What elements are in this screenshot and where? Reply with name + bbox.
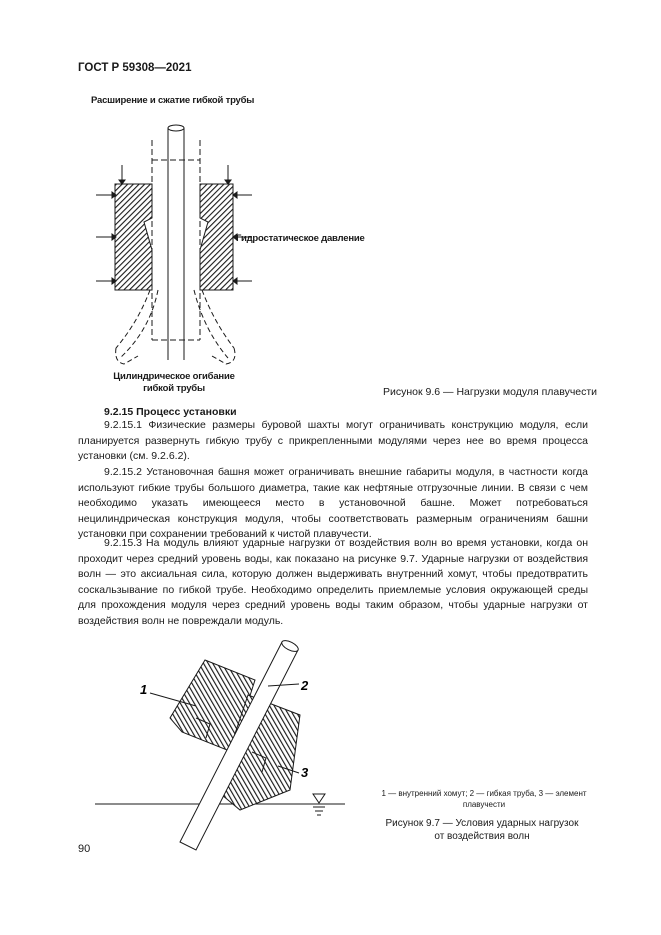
figure-9-7-caption (372, 817, 592, 843)
figure-9-6-bottom-label-2: гибкой трубы (143, 383, 205, 394)
expansion-dashed-outline (152, 140, 200, 340)
figure-9-7-number-1: 1 (140, 682, 148, 697)
right-buoyancy-block (200, 184, 233, 290)
figure-9-6-right-label: Гидростатическое давление (236, 233, 365, 244)
figure-9-6-top-label: Расширение и сжатие гибкой трубы (91, 95, 255, 106)
figure-9-7-caption-line1: Рисунок 9.7 — Условия ударных нагрузок (385, 818, 579, 829)
paragraph-9-2-15-2: 9.2.15.2 Установочная башня может ограничивать внешние габариты модуля, в частности когда используют гибкие трубы большого диаметра, такие как нефтяные отгрузочные линии. В связи с чем необходимо указать имеющееся место в установочной башне. Может потребоваться нецилиндрическая конструкция модуля, чтобы соответствовать размерным ограничениям башни установки при сохранении требований к чистой плавучести. (78, 466, 588, 541)
section-title: 9.2.15 Процесс установки (104, 406, 237, 418)
figure-9-7-legend: 1 — внутренний хомут; 2 — гибкая труба, 3 — элемент плавучести (381, 789, 587, 809)
left-buoyancy-block (115, 184, 152, 290)
figure-9-7-caption-line2: от воздействия волн (434, 831, 530, 842)
figure-9-7-number-3: 3 (301, 765, 309, 780)
page-number: 90 (78, 843, 91, 855)
bending-outline (116, 290, 235, 364)
figure-9-6-caption: Рисунок 9.6 — Нагрузки модуля плавучести (383, 386, 598, 398)
paragraph-9-2-15-1: 9.2.15.1 Физические размеры буровой шахты могут ограничивать конструкцию модуля, если планируется развернуть гибкую трубу с прикрепленными модулями через нее во время процесса установки (см. 9.2.6.2). (78, 419, 588, 463)
figure-9-7-number-2: 2 (301, 678, 309, 693)
paragraph-9-2-15-3: 9.2.15.3 На модуль влияют ударные нагрузки от воздействия волн во время установки, когда он проходит через средний уровень воды, как показано на рисунке 9.7. Ударные нагрузки от воздействия волн — это аксиальная сила, которую должен выдерживать внутренний хомут, чтобы предотвратить соскальзывание по гибкой трубе. Необходимо определить приемлемые условия окружающей среды для прохождения модуля через средний уровень воды таким образом, чтобы ударные нагрузки от воздействия волн не повреждали модуль. (78, 537, 588, 627)
figure-9-6-bottom-label-1: Цилиндрическое огибание (113, 371, 235, 382)
document-header: ГОСТ Р 59308—2021 (78, 62, 192, 74)
